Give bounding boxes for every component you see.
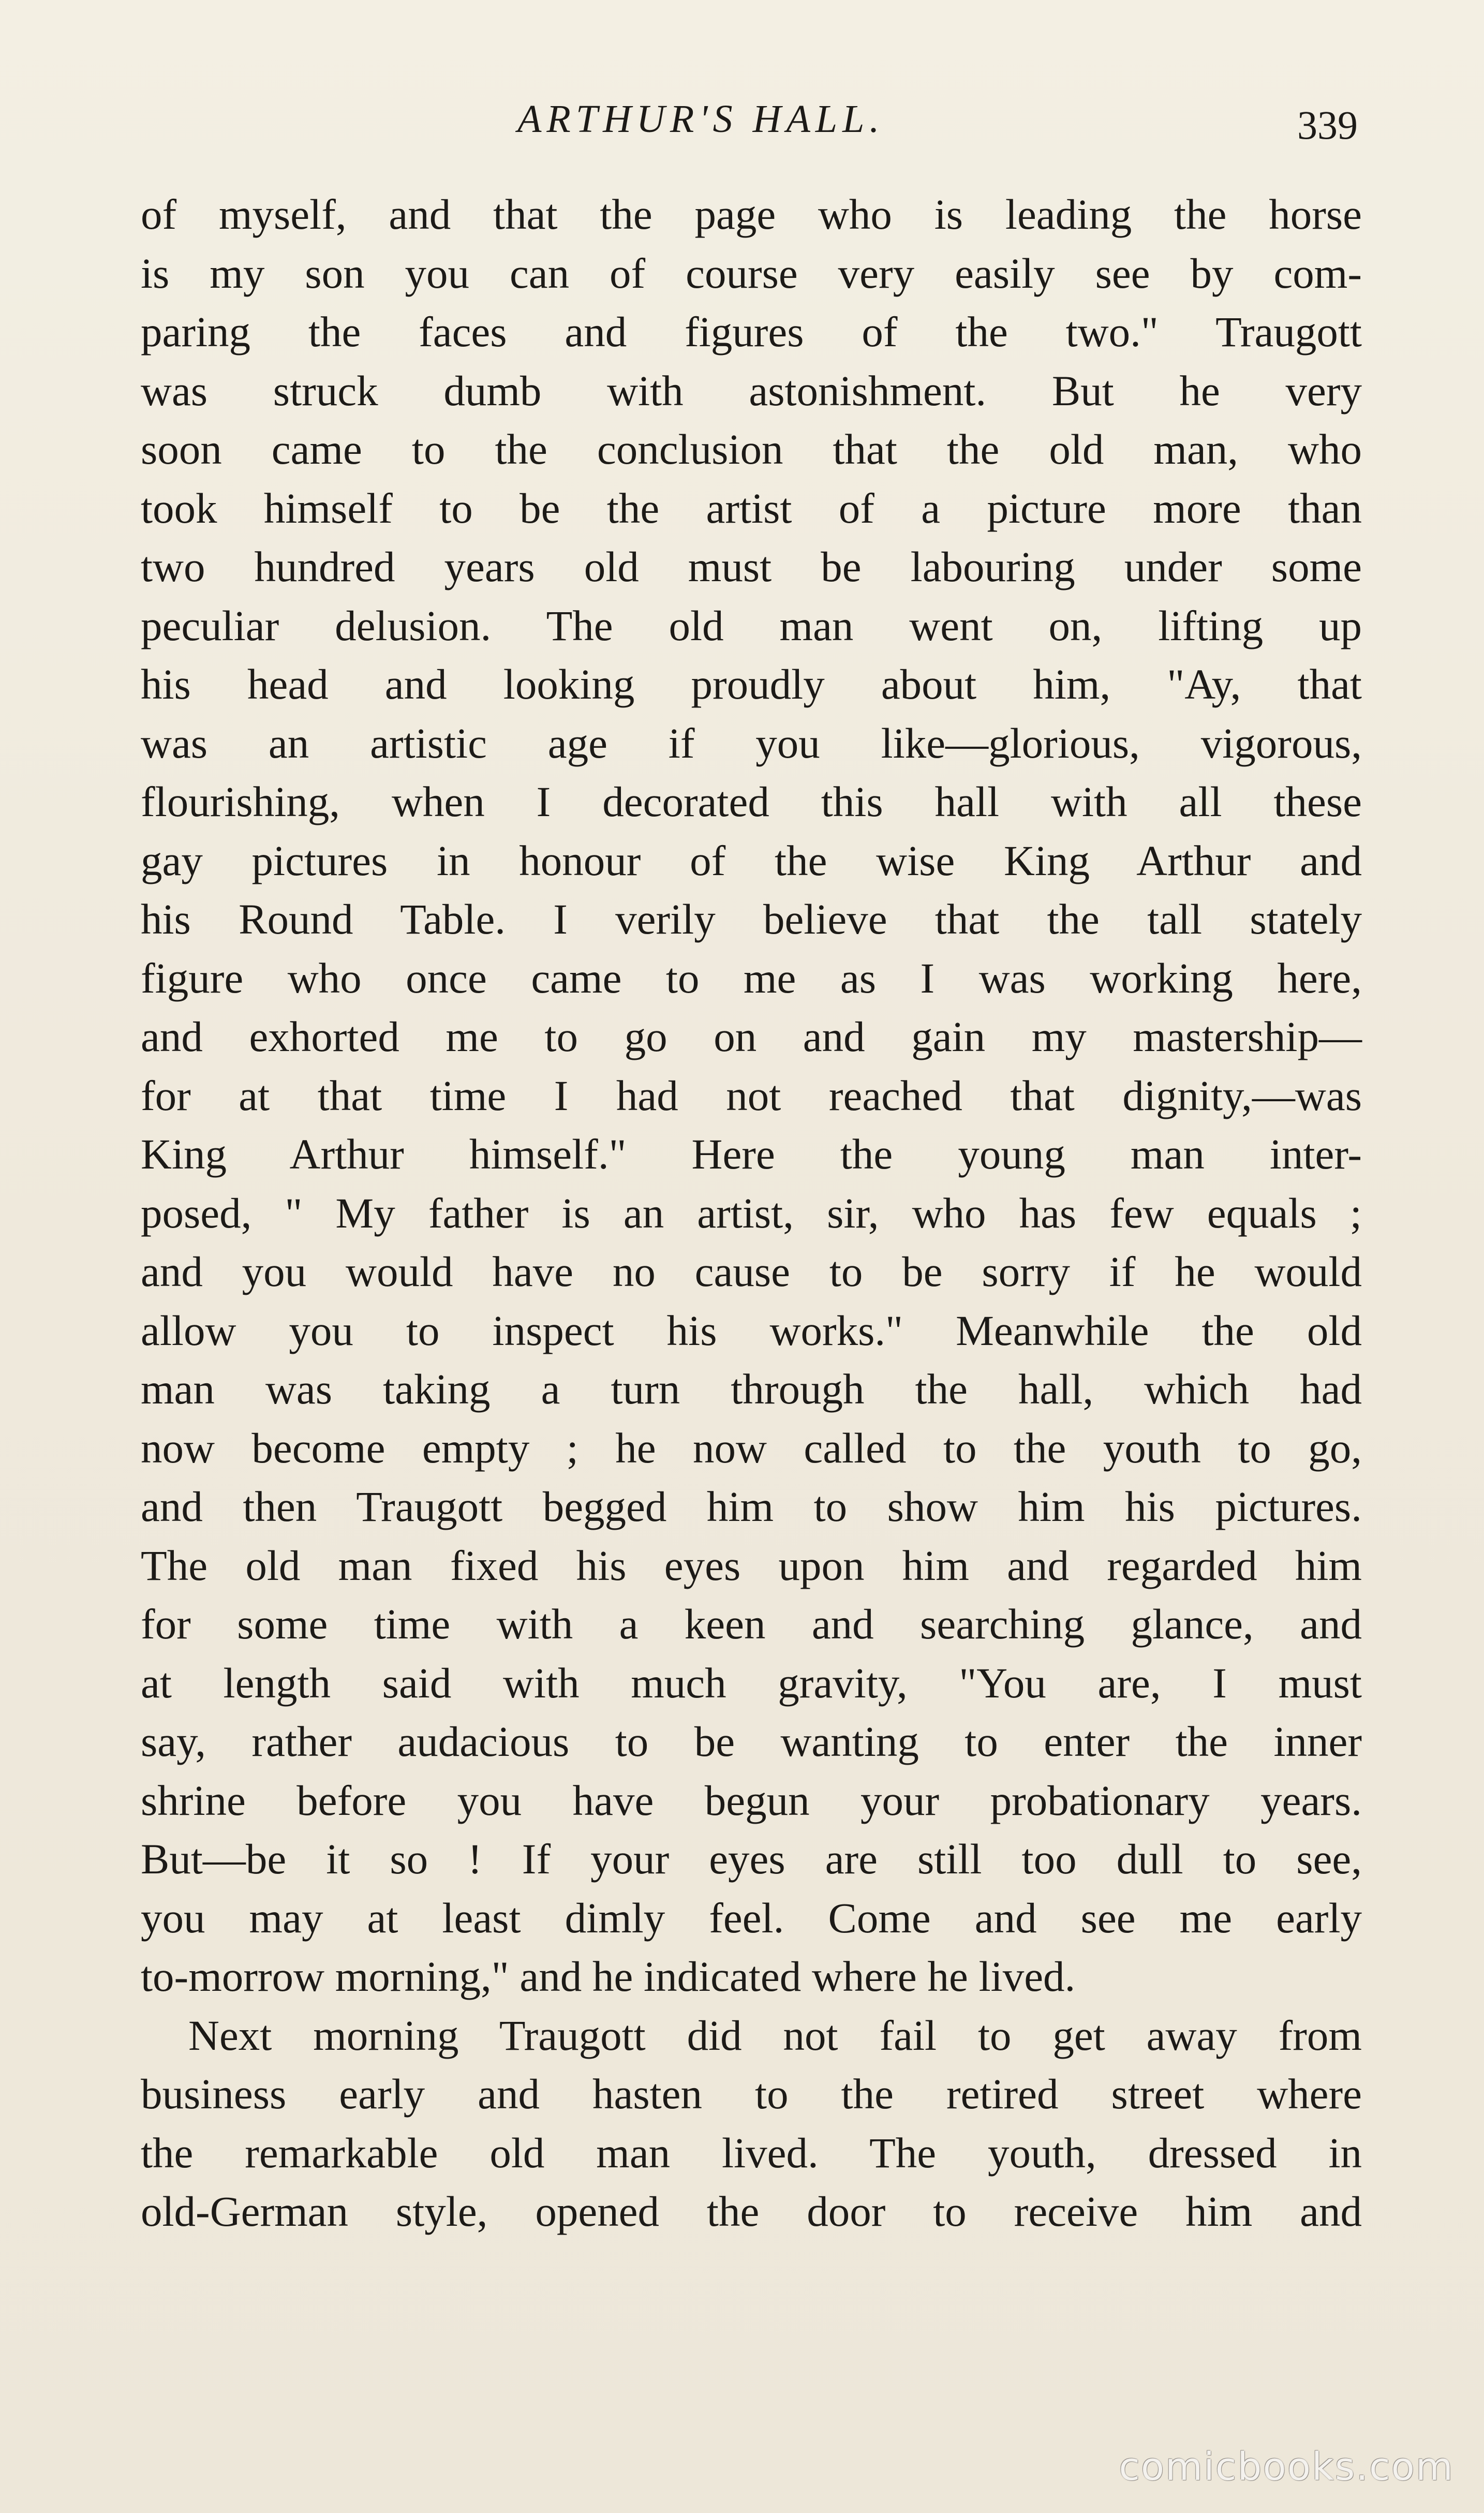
text-line: soon came to the conclusion that the old man, who	[141, 425, 1362, 473]
text-line: paring the faces and figures of the two." Traugott	[141, 308, 1362, 356]
text-line: of myself, and that the page who is leading the horse	[141, 190, 1362, 238]
page-number: 339	[1297, 102, 1358, 147]
text-line-paragraph-end: to-morrow morning," and he indicated where he lived.	[141, 1953, 1076, 2000]
text-line: gay pictures in honour of the wise King Arthur and	[141, 836, 1362, 884]
running-head	[0, 91, 1484, 147]
text-line: flourishing, when I decorated this hall with all these	[141, 778, 1362, 825]
text-line: and you would have no cause to be sorry if he would	[141, 1248, 1362, 1295]
text-line: old-German style, opened the door to receive him and	[141, 2187, 1362, 2235]
text-line: allow you to inspect his works." Meanwhile the old	[141, 1306, 1362, 1354]
text-line: and then Traugott begged him to show him his pictures.	[141, 1483, 1362, 1530]
text-line: man was taking a turn through the hall, which had	[141, 1365, 1362, 1413]
text-line: business early and hasten to the retired street where	[141, 2070, 1362, 2118]
text-line: his Round Table. I verily believe that the tall stately	[141, 895, 1362, 943]
text-line: now become empty ; he now called to the youth to go,	[141, 1424, 1362, 1472]
text-line: the remarkable old man lived. The youth, dressed in	[141, 2128, 1362, 2177]
text-line: is my son you can of course very easily see by com-	[141, 249, 1362, 297]
text-line: his head and looking proudly about him, "Ay, that	[141, 660, 1362, 708]
text-line: at length said with much gravity, "You are, I must	[141, 1659, 1362, 1707]
text-line: posed, " My father is an artist, sir, who has few equals ;	[141, 1189, 1362, 1237]
watermark: comicbooks.com	[1119, 2445, 1454, 2489]
body-text	[141, 185, 1362, 2241]
text-line: figure who once came to me as I was working here,	[141, 954, 1362, 1002]
text-line: two hundred years old must be labouring under some	[141, 543, 1362, 590]
text-line: was an artistic age if you like—glorious, vigorous,	[141, 719, 1362, 767]
text-line: took himself to be the artist of a picture more than	[141, 484, 1362, 532]
running-title: ARTHUR'S HALL.	[517, 97, 885, 141]
text-line: you may at least dimly feel. Come and see me early	[141, 1894, 1362, 1942]
text-line: was struck dumb with astonishment. But he very	[141, 366, 1362, 415]
text-line: King Arthur himself." Here the young man inter-	[141, 1130, 1362, 1178]
text-line: shrine before you have begun your probationary years.	[141, 1776, 1362, 1824]
text-line: But—be it so ! If your eyes are still too dull to see,	[141, 1835, 1362, 1883]
text-line: peculiar delusion. The old man went on, lifting up	[141, 601, 1362, 649]
text-line: for some time with a keen and searching glance, and	[141, 1600, 1362, 1648]
text-line: and exhorted me to go on and gain my mastership—	[141, 1013, 1362, 1060]
text-line-paragraph-start: Next morning Traugott did not fail to get away from	[188, 2011, 1362, 2059]
text-line: say, rather audacious to be wanting to enter the inner	[141, 1718, 1362, 1765]
text-line: The old man fixed his eyes upon him and regarded him	[141, 1541, 1362, 1589]
text-line: for at that time I had not reached that dignity,—was	[141, 1071, 1362, 1119]
